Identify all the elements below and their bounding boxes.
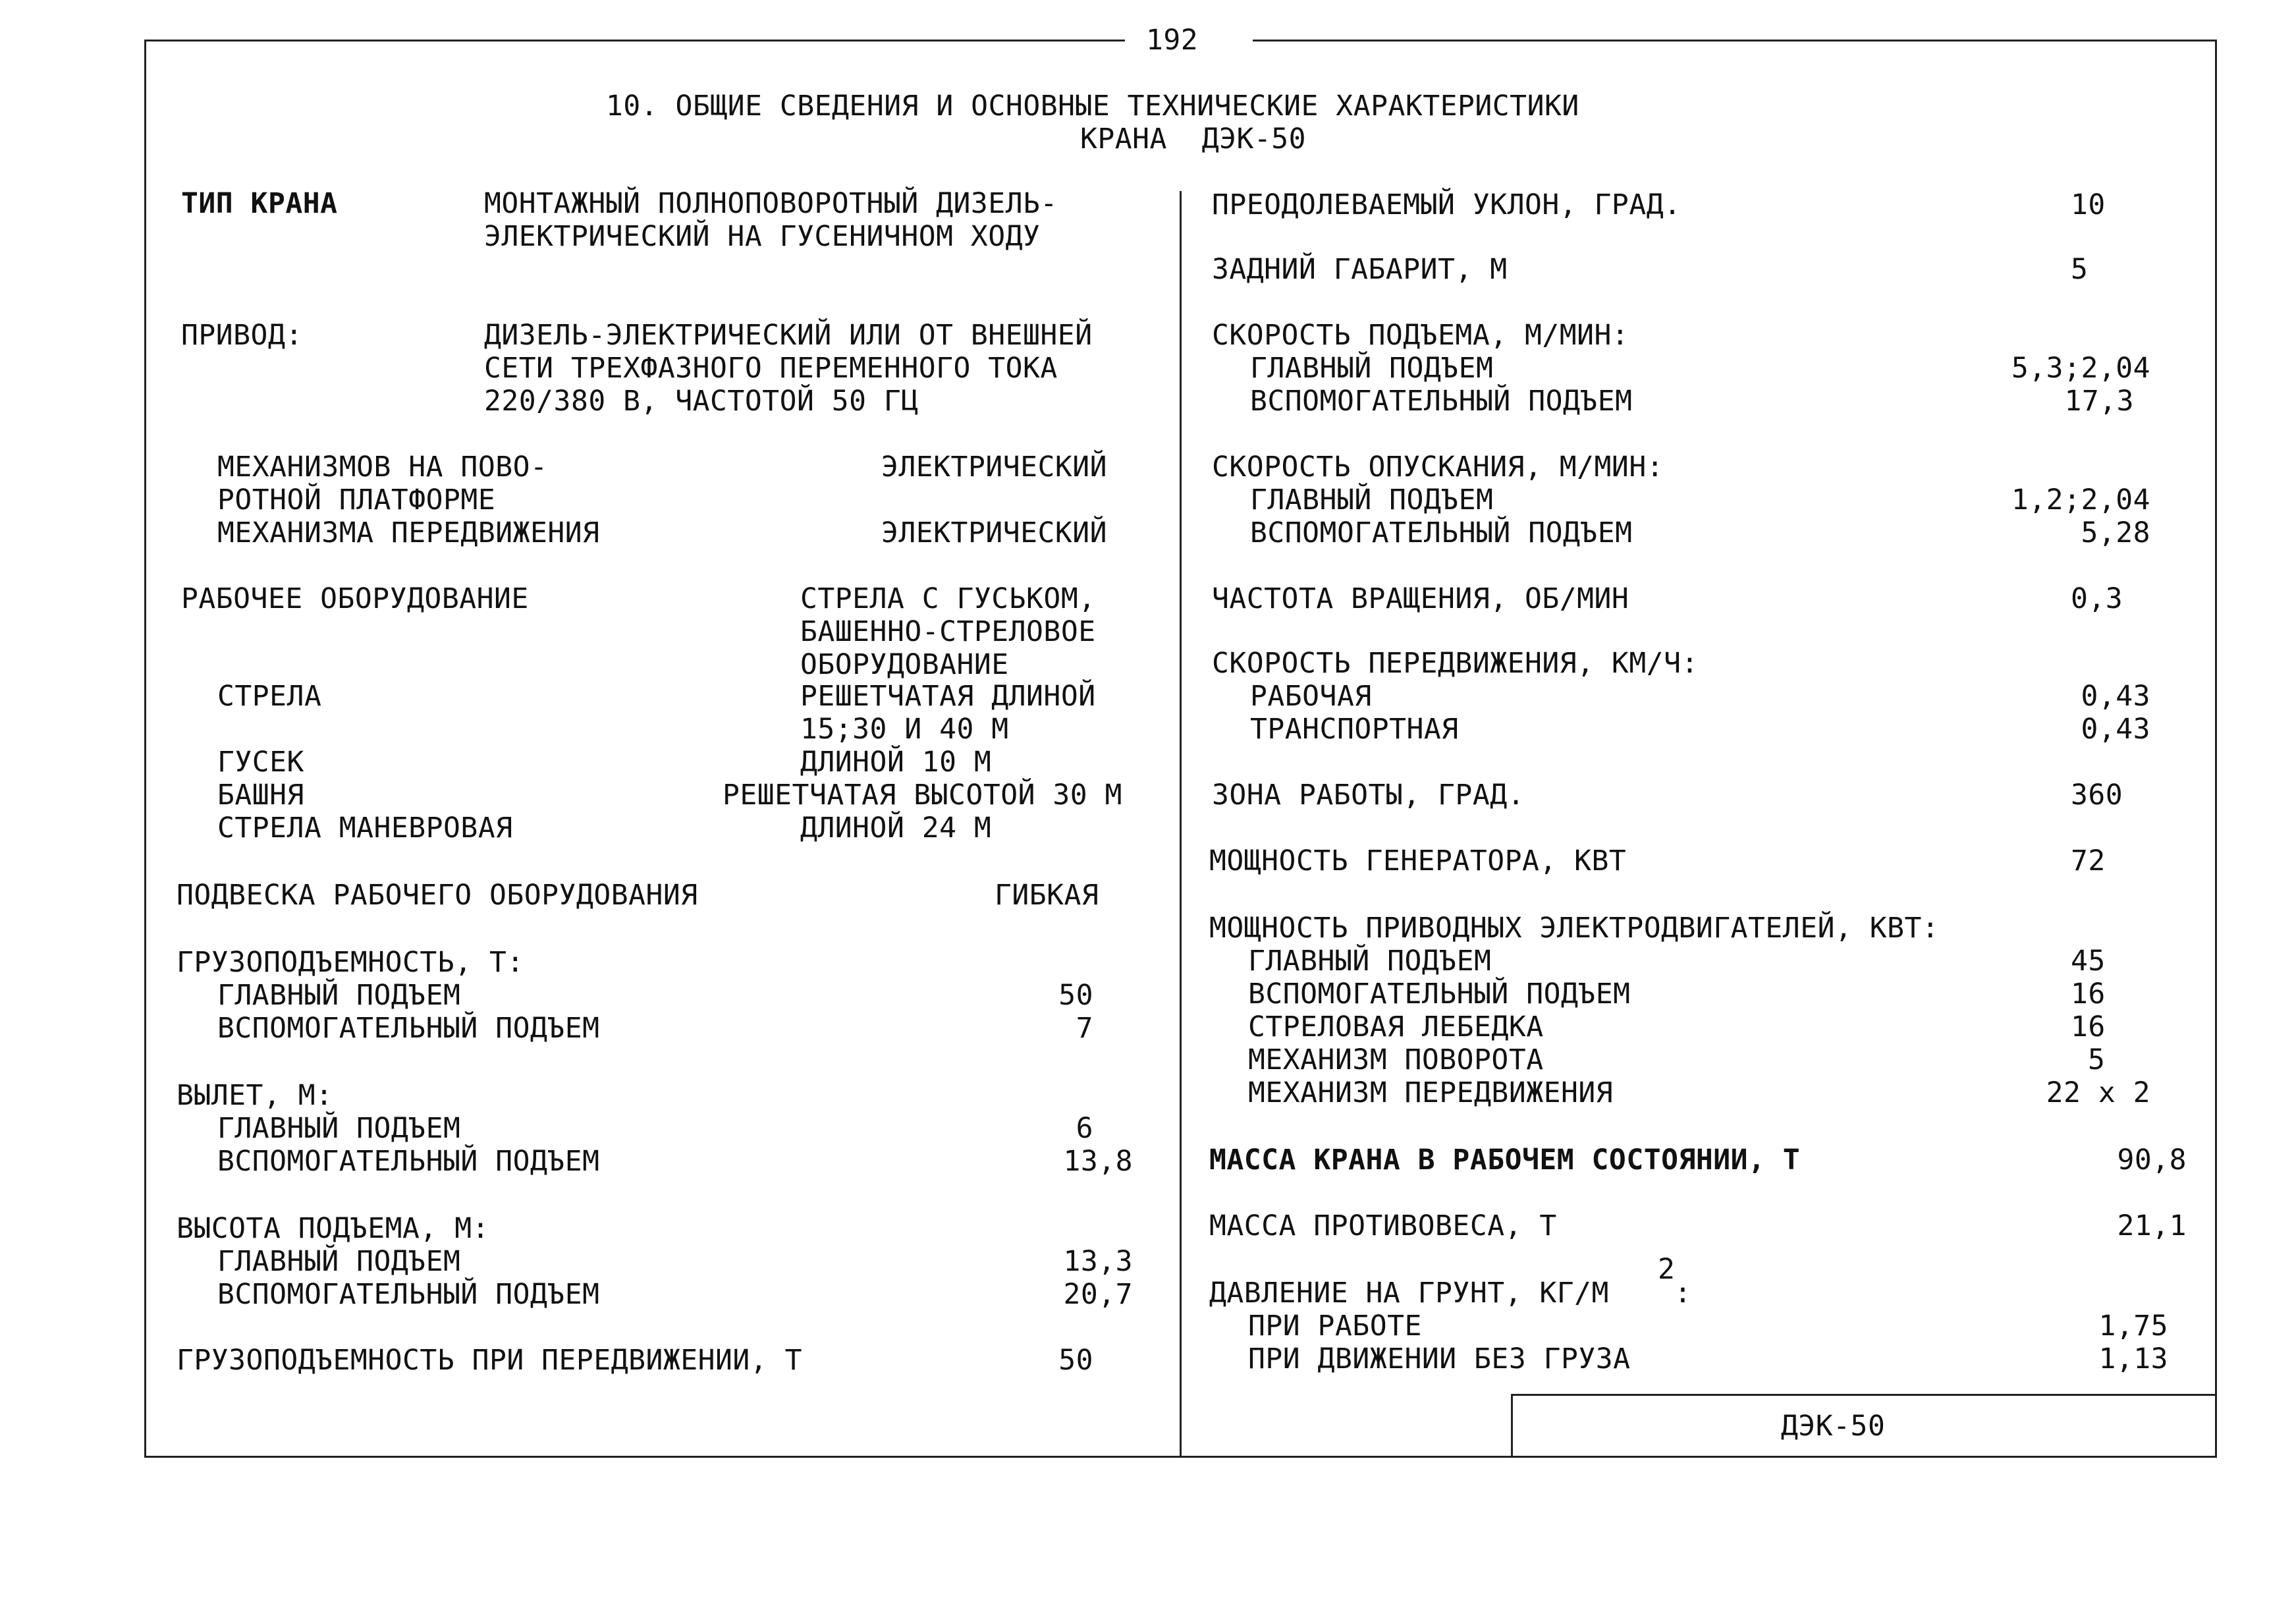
mech-platform-label-1: МЕХАНИЗМОВ НА ПОВО- [217, 451, 548, 484]
counterweight-value: 21,1 [2117, 1209, 2187, 1242]
rotation-value: 0,3 [2071, 582, 2123, 615]
reach-label: ВЫЛЕТ, М: [177, 1079, 333, 1112]
equipment-value-3: ОБОРУДОВАНИЕ [800, 648, 1009, 681]
lift-speed-aux-value: 17,3 [2064, 385, 2134, 418]
lift-speed-aux-label: ВСПОМОГАТЕЛЬНЫЙ ПОДЪЕМ [1250, 385, 1633, 418]
zone-value: 360 [2071, 779, 2123, 812]
lift-speed-main-value: 5,3;2,04 [2011, 352, 2150, 385]
tail-value: 5 [2071, 253, 2089, 286]
mass-label: МАССА КРАНА В РАБОЧЕМ СОСТОЯНИИ, Т [1209, 1144, 1801, 1176]
motor-aux-value: 16 [2071, 978, 2106, 1010]
travel-capacity-label: ГРУЗОПОДЪЕМНОСТЬ ПРИ ПЕРЕДВИЖЕНИИ, Т [177, 1344, 802, 1377]
travel-mech-value: 22 х 2 [2046, 1076, 2150, 1109]
drive-label: ПРИВОД: [181, 319, 303, 352]
rotation-label: ЧАСТОТА ВРАЩЕНИЯ, ОБ/МИН [1212, 582, 1629, 615]
pressure-work-value: 1,75 [2098, 1310, 2168, 1342]
reach-main-label: ГЛАВНЫЙ ПОДЪЕМ [217, 1112, 461, 1145]
height-main-label: ГЛАВНЫЙ ПОДЪЕМ [217, 1245, 461, 1278]
equipment-value-2: БАШЕННО-СТРЕЛОВОЕ [800, 615, 1096, 648]
mass-value: 90,8 [2117, 1144, 2187, 1176]
counterweight-label: МАССА ПРОТИВОВЕСА, Т [1209, 1209, 1557, 1242]
jib-value: ДЛИНОЙ 10 М [800, 746, 992, 779]
mech-travel-label: МЕХАНИЗМА ПЕРЕДВИЖЕНИЯ [217, 516, 600, 549]
boom-winch-label: СТРЕЛОВАЯ ЛЕБЕДКА [1248, 1010, 1544, 1043]
suspension-value: ГИБКАЯ [995, 879, 1099, 912]
generator-label: МОЩНОСТЬ ГЕНЕРАТОРА, КВТ [1209, 844, 1627, 877]
maneuver-boom-label: СТРЕЛА МАНЕВРОВАЯ [217, 812, 513, 844]
zone-label: ЗОНА РАБОТЫ, ГРАД. [1212, 779, 1525, 812]
height-label: ВЫСОТА ПОДЪЕМА, М: [177, 1212, 489, 1245]
maneuver-boom-value: ДЛИНОЙ 24 М [800, 812, 992, 844]
equipment-label: РАБОЧЕЕ ОБОРУДОВАНИЕ [181, 582, 529, 615]
lower-speed-main-label: ГЛАВНЫЙ ПОДЪЕМ [1250, 484, 1494, 516]
lower-speed-label: СКОРОСТЬ ОПУСКАНИЯ, М/МИН: [1212, 451, 1664, 484]
height-main-value: 13,3 [1063, 1245, 1133, 1278]
lift-speed-label: СКОРОСТЬ ПОДЪЕМА, М/МИН: [1212, 319, 1629, 352]
lower-speed-aux-value: 5,28 [2081, 516, 2150, 549]
pressure-label: ДАВЛЕНИЕ НА ГРУНТ, КГ/М [1209, 1277, 1609, 1310]
mech-travel-value: ЭЛЕКТРИЧЕСКИЙ [881, 516, 1108, 549]
travel-speed-label: СКОРОСТЬ ПЕРЕДВИЖЕНИЯ, КМ/Ч: [1212, 647, 1699, 680]
motor-main-value: 45 [2071, 945, 2106, 978]
boom-winch-value: 16 [2071, 1010, 2106, 1043]
motors-label: МОЩНОСТЬ ПРИВОДНЫХ ЭЛЕКТРОДВИГАТЕЛЕЙ, КВТ: [1209, 912, 1940, 945]
reach-aux-value: 13,8 [1063, 1145, 1133, 1178]
tail-label: ЗАДНИЙ ГАБАРИТ, М [1212, 253, 1508, 286]
slew-mech-label: МЕХАНИЗМ ПОВОРОТА [1248, 1043, 1544, 1076]
column-divider [1180, 191, 1182, 1458]
slew-mech-value: 5 [2088, 1043, 2106, 1076]
height-aux-label: ВСПОМОГАТЕЛЬНЫЙ ПОДЪЕМ [217, 1278, 600, 1311]
jib-label: ГУСЕК [217, 746, 304, 779]
travel-transport-value: 0,43 [2081, 713, 2150, 746]
travel-mech-label: МЕХАНИЗМ ПЕРЕДВИЖЕНИЯ [1248, 1076, 1614, 1109]
capacity-main-value: 50 [1058, 979, 1093, 1012]
drive-value-3: 220/380 В, ЧАСТОТОЙ 50 ГЦ [484, 385, 919, 418]
boom-value-1: РЕШЕТЧАТАЯ ДЛИНОЙ [800, 680, 1096, 713]
pressure-move-label: ПРИ ДВИЖЕНИИ БЕЗ ГРУЗА [1248, 1342, 1631, 1375]
travel-working-label: РАБОЧАЯ [1250, 680, 1372, 713]
tower-label: БАШНЯ [217, 779, 304, 812]
title-block-text: ДЭК-50 [1781, 1410, 1886, 1443]
crane-type-value-1: МОНТАЖНЫЙ ПОЛНОПОВОРОТНЫЙ ДИЗЕЛЬ- [484, 187, 1058, 220]
crane-type-value-2: ЭЛЕКТРИЧЕСКИЙ НА ГУСЕНИЧНОМ ХОДУ [484, 220, 1041, 253]
equipment-value-1: СТРЕЛА С ГУСЬКОМ, [800, 582, 1096, 615]
suspension-label: ПОДВЕСКА РАБОЧЕГО ОБОРУДОВАНИЯ [177, 879, 698, 912]
section-heading: 10. ОБЩИЕ СВЕДЕНИЯ И ОСНОВНЫЕ ТЕХНИЧЕСКИЕ ХАРАКТЕРИСТИКИ [606, 90, 1579, 123]
frame-top-left [144, 40, 1125, 41]
crane-type-label: ТИП КРАНА [181, 187, 338, 220]
capacity-main-label: ГЛАВНЫЙ ПОДЪЕМ [217, 979, 461, 1012]
reach-aux-label: ВСПОМОГАТЕЛЬНЫЙ ПОДЪЕМ [217, 1145, 600, 1178]
pressure-colon: : [1674, 1277, 1692, 1310]
drive-value-1: ДИЗЕЛЬ-ЭЛЕКТРИЧЕСКИЙ ИЛИ ОТ ВНЕШНЕЙ [484, 319, 1093, 352]
pressure-work-label: ПРИ РАБОТЕ [1248, 1310, 1422, 1342]
generator-value: 72 [2071, 844, 2106, 877]
boom-value-2: 15;30 И 40 М [800, 713, 1009, 746]
mech-platform-value: ЭЛЕКТРИЧЕСКИЙ [881, 451, 1108, 484]
capacity-aux-label: ВСПОМОГАТЕЛЬНЫЙ ПОДЪЕМ [217, 1012, 600, 1045]
lower-speed-main-value: 1,2;2,04 [2011, 484, 2150, 516]
motor-main-label: ГЛАВНЫЙ ПОДЪЕМ [1248, 945, 1492, 978]
height-aux-value: 20,7 [1063, 1278, 1133, 1311]
slope-value: 10 [2071, 188, 2106, 221]
tower-value: РЕШЕТЧАТАЯ ВЫСОТОЙ 30 М [723, 779, 1122, 812]
drive-value-2: СЕТИ ТРЕХФАЗНОГО ПЕРЕМЕННОГО ТОКА [484, 352, 1058, 385]
pressure-move-value: 1,13 [2098, 1342, 2168, 1375]
pressure-superscript: 2 [1658, 1253, 1676, 1286]
reach-main-value: 6 [1076, 1112, 1093, 1145]
slope-label: ПРЕОДОЛЕВАЕМЫЙ УКЛОН, ГРАД. [1212, 188, 1681, 221]
section-subheading: КРАНА ДЭК-50 [1080, 123, 1307, 155]
lift-speed-main-label: ГЛАВНЫЙ ПОДЪЕМ [1250, 352, 1494, 385]
boom-label: СТРЕЛА [217, 680, 322, 713]
travel-working-value: 0,43 [2081, 680, 2150, 713]
travel-transport-label: ТРАНСПОРТНАЯ [1250, 713, 1459, 746]
capacity-label: ГРУЗОПОДЪЕМНОСТЬ, Т: [177, 946, 524, 979]
frame-top-right [1253, 40, 2217, 41]
travel-capacity-value: 50 [1058, 1344, 1093, 1377]
motor-aux-label: ВСПОМОГАТЕЛЬНЫЙ ПОДЪЕМ [1248, 978, 1631, 1010]
capacity-aux-value: 7 [1076, 1012, 1093, 1045]
page-number: 192 [1146, 24, 1199, 57]
lower-speed-aux-label: ВСПОМОГАТЕЛЬНЫЙ ПОДЪЕМ [1250, 516, 1633, 549]
mech-platform-label-2: РОТНОЙ ПЛАТФОРМЕ [217, 484, 496, 516]
